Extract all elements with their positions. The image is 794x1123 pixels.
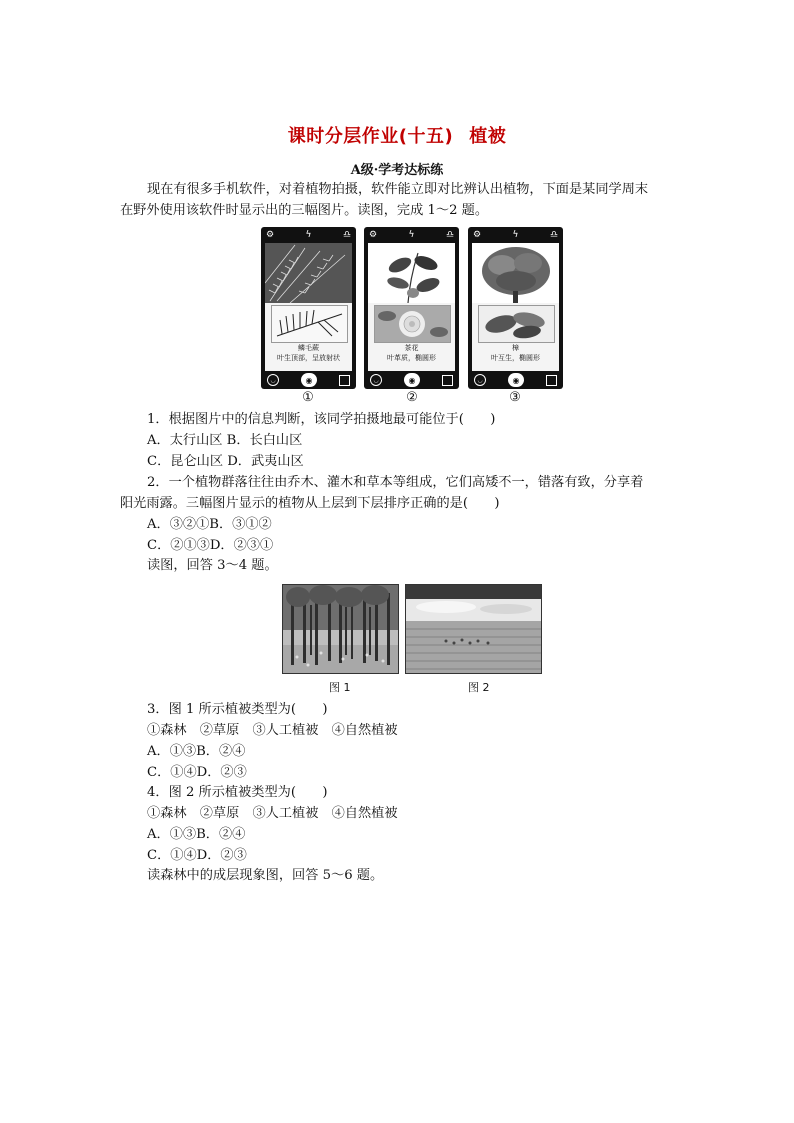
q2-stem-line-2: 阳光雨露。三幅图片显示的植物从上层到下层排序正确的是( ) — [120, 496, 500, 511]
crop-icon — [339, 375, 350, 386]
q3-stem: 3．图 1 所示植被类型为( ) — [147, 702, 328, 717]
q1-options-cd: C．昆仑山区 D．武夷山区 — [147, 454, 304, 469]
plant-name-1: 鳞毛蕨 — [298, 344, 319, 352]
phone-screenshot-1 — [261, 227, 356, 389]
plant-name-3: 樟 — [512, 344, 519, 352]
intro-line-1: 现在有很多手机软件，对着植物拍摄，软件能立即对比辨认出植物，下面是某同学周末 — [147, 182, 649, 197]
q4-options-cd: C．①④D．②③ — [147, 848, 247, 863]
read-instruction-2: 读森林中的成层现象图，回答 5～6 题。 — [147, 868, 384, 883]
camera-switch-icon: ♎ — [549, 230, 558, 240]
q4-items: ①森林 ②草原 ③人工植被 ④自然植被 — [147, 806, 398, 821]
gallery-icon: ◡ — [474, 374, 486, 386]
title-sub: 植被 — [469, 126, 507, 147]
q2-options-ab: A．③②①B．③①② — [147, 517, 272, 532]
flash-icon: ϟ — [305, 230, 312, 240]
flash-icon: ϟ — [512, 230, 519, 240]
camellia-photo — [368, 243, 455, 303]
figure-1-forest — [282, 584, 399, 674]
q4-options-ab: A．①③B．②④ — [147, 827, 246, 842]
plant-desc-1: 叶生顶部，呈放射状 — [277, 354, 340, 362]
forest-photo — [283, 585, 398, 673]
camellia-flower-inset — [374, 305, 451, 343]
phone-label-3: ③ — [509, 390, 521, 405]
flash-icon: ϟ — [408, 230, 415, 240]
phone-label-1: ① — [302, 390, 314, 405]
title-main: 课时分层作业(十五) — [287, 126, 454, 147]
q3-options-ab: A．①③B．②④ — [147, 744, 246, 759]
figure-1-label: 图 1 — [329, 681, 351, 694]
q3-options-cd: C．①④D．②③ — [147, 765, 247, 780]
fern-photo — [265, 243, 352, 303]
camera-icon: ◉ — [301, 373, 317, 387]
camera-switch-icon: ♎ — [445, 230, 454, 240]
camera-switch-icon: ♎ — [342, 230, 351, 240]
gear-icon: ⚙ — [266, 230, 275, 240]
plant-name-2: 茶花 — [404, 344, 419, 352]
camera-icon: ◉ — [508, 373, 524, 387]
crop-icon — [442, 375, 453, 386]
gear-icon: ⚙ — [473, 230, 482, 240]
figure-2-label: 图 2 — [468, 681, 490, 694]
grassland-photo — [406, 585, 541, 673]
figure-2-grassland — [405, 584, 542, 674]
plant-desc-2: 叶革质，椭圆形 — [387, 354, 436, 362]
q4-stem: 4．图 2 所示植被类型为( ) — [147, 785, 328, 800]
gallery-icon: ◡ — [370, 374, 382, 386]
fern-leaf-inset — [271, 305, 348, 343]
phone-screenshot-2 — [364, 227, 459, 389]
crop-icon — [546, 375, 557, 386]
page-title — [0, 122, 794, 148]
read-instruction-1: 读图，回答 3～4 题。 — [147, 558, 278, 573]
q2-options-cd: C．②①③D．②③① — [147, 538, 274, 553]
q3-items: ①森林 ②草原 ③人工植被 ④自然植被 — [147, 723, 398, 738]
q1-options-ab: A．太行山区 B．长白山区 — [147, 433, 303, 448]
q1-stem: 1．根据图片中的信息判断，该同学拍摄地最可能位于( ) — [147, 412, 496, 427]
camphor-leaf-inset — [478, 305, 555, 343]
plant-desc-3: 叶互生，椭圆形 — [491, 354, 540, 362]
phone-screenshot-3 — [468, 227, 563, 389]
q2-stem-line-1: 2．一个植物群落往往由乔木、灌木和草本等组成，它们高矮不一，错落有致，分享着 — [147, 475, 644, 490]
gear-icon: ⚙ — [369, 230, 378, 240]
phone-label-2: ② — [406, 390, 418, 405]
camera-icon: ◉ — [404, 373, 420, 387]
gallery-icon: ◡ — [267, 374, 279, 386]
intro-line-2: 在野外使用该软件时显示出的三幅图片。读图，完成 1～2 题。 — [120, 203, 489, 218]
level-heading: A级·学考达标练 — [350, 163, 444, 178]
camphor-tree-photo — [472, 243, 559, 303]
